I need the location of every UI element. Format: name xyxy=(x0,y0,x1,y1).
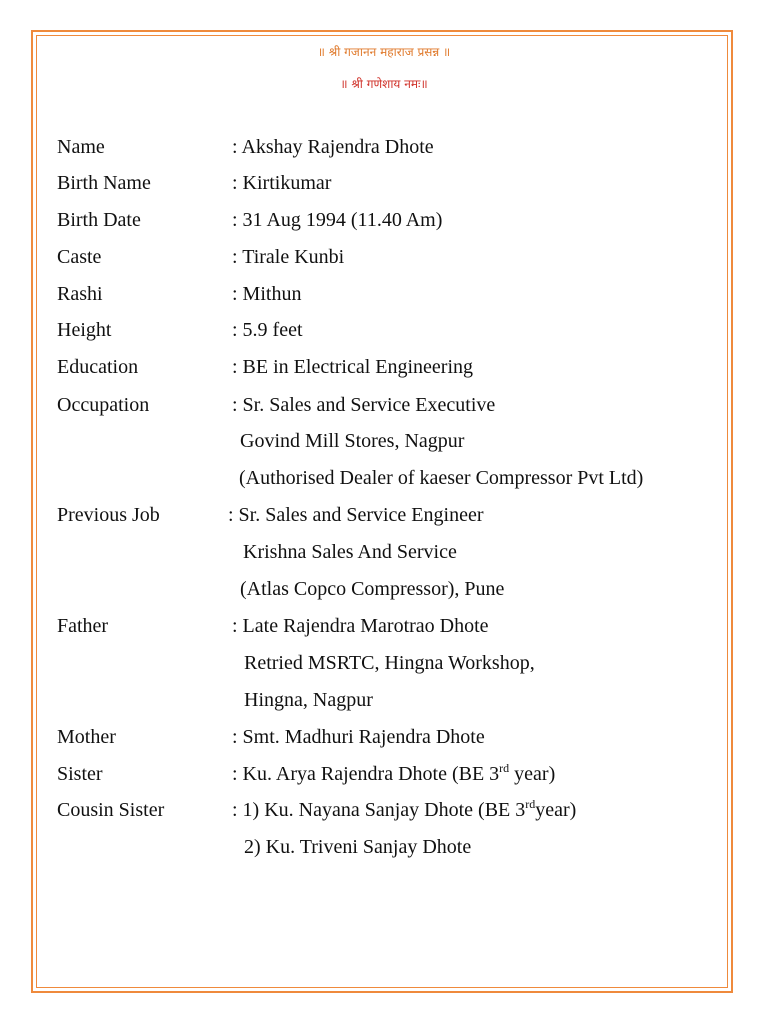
field-value: : Kirtikumar xyxy=(232,172,332,194)
field-caste xyxy=(0,243,768,271)
field-previous-job-line-2 xyxy=(0,538,768,566)
field-value: : BE in Electrical Engineering xyxy=(232,356,474,378)
field-value: : Mithun xyxy=(232,283,302,305)
field-previous-job-line-3 xyxy=(0,575,768,603)
field-value-continuation: Krishna Sales And Service xyxy=(243,541,457,563)
field-father-line-2 xyxy=(0,649,768,677)
ordinal-suffix: rd xyxy=(525,797,536,811)
field-value xyxy=(232,760,555,788)
field-label: Education xyxy=(57,356,139,378)
field-label: Name xyxy=(57,136,105,158)
field-value-continuation: 2) Ku. Triveni Sanjay Dhote xyxy=(244,836,472,858)
field-name xyxy=(0,133,768,161)
field-label: Caste xyxy=(57,246,102,268)
field-previous-job xyxy=(0,501,768,529)
field-value-continuation: Govind Mill Stores, Nagpur xyxy=(240,430,465,452)
field-value: : Sr. Sales and Service Engineer xyxy=(228,504,484,526)
field-birth-date xyxy=(0,206,768,234)
field-value-text: year) xyxy=(509,763,556,785)
field-cousin-sister-line-2 xyxy=(0,833,768,861)
field-rashi xyxy=(0,280,768,308)
field-value: : Sr. Sales and Service Executive xyxy=(232,394,496,416)
field-value: : Akshay Rajendra Dhote xyxy=(232,136,434,158)
field-label: Sister xyxy=(57,763,103,785)
field-value: : Late Rajendra Marotrao Dhote xyxy=(232,615,489,637)
field-label: Birth Date xyxy=(57,209,141,231)
field-value xyxy=(232,796,576,824)
field-value: : Smt. Madhuri Rajendra Dhote xyxy=(232,726,485,748)
field-label: Father xyxy=(57,615,109,637)
field-education xyxy=(0,353,768,381)
field-occupation-line-3 xyxy=(0,464,768,492)
field-value-text: year) xyxy=(535,799,577,821)
field-value: : 5.9 feet xyxy=(232,319,303,341)
field-label: Occupation xyxy=(57,394,150,416)
field-label: Rashi xyxy=(57,283,103,305)
field-value-continuation: Retried MSRTC, Hingna Workshop, xyxy=(244,652,535,674)
field-birth-name xyxy=(0,169,768,197)
field-occupation xyxy=(0,391,768,419)
ordinal-suffix: rd xyxy=(499,761,510,775)
field-value: : 31 Aug 1994 (11.40 Am) xyxy=(232,209,443,231)
field-value-continuation: Hingna, Nagpur xyxy=(244,689,373,711)
field-value-text: : Ku. Arya Rajendra Dhote (BE 3 xyxy=(232,763,500,785)
field-father-line-3 xyxy=(0,686,768,714)
field-label: Birth Name xyxy=(57,172,151,194)
field-label: Height xyxy=(57,319,112,341)
field-label: Previous Job xyxy=(57,504,160,526)
header-invocation-1: ॥ श्री गजानन महाराज प्रसन्न ॥ xyxy=(317,45,451,59)
field-value: : Tirale Kunbi xyxy=(232,246,345,268)
header-invocation-2: ॥ श्री गणेशाय नमः॥ xyxy=(340,77,428,91)
field-value-text: : 1) Ku. Nayana Sanjay Dhote (BE 3 xyxy=(232,799,526,821)
field-father xyxy=(0,612,768,640)
field-value-continuation: (Authorised Dealer of kaeser Compressor Pvt Ltd) xyxy=(239,467,644,489)
field-height xyxy=(0,316,768,344)
field-cousin-sister xyxy=(0,796,768,824)
field-occupation-line-2 xyxy=(0,427,768,455)
field-label: Mother xyxy=(57,726,116,748)
field-label: Cousin Sister xyxy=(57,799,165,821)
field-value-continuation: (Atlas Copco Compressor), Pune xyxy=(240,578,505,600)
field-mother xyxy=(0,723,768,751)
field-sister xyxy=(0,760,768,788)
